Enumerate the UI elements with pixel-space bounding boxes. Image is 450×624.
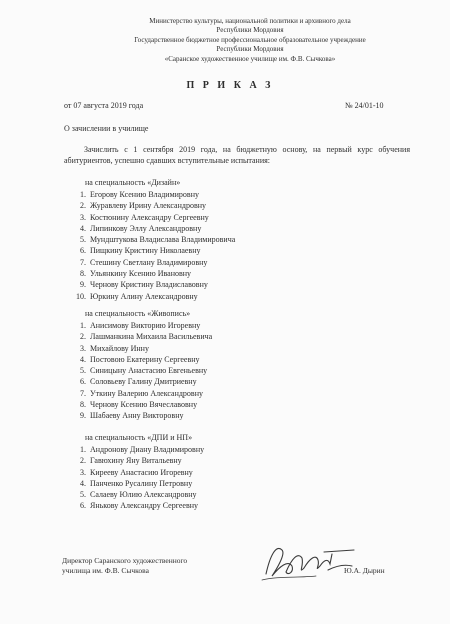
list-item: 1. Анисимову Викторию Игоревну: [80, 321, 201, 330]
order-number: № 24/01-10: [345, 101, 384, 110]
order-text: Зачислить с 1 сентября 2019 года, на бюджетную основу, на первый курс обучения абитуриентов, успешно сдавших вступительные испытания:: [64, 145, 410, 165]
list-item: 4. Постовою Екатерину Сергеевну: [80, 354, 200, 364]
student-list-dpi: [72, 444, 204, 512]
list-item: 5. Мундштукова Владислава Владимировича: [80, 235, 236, 245]
specialty-heading-painting: на специальность «Живопись»: [85, 309, 191, 318]
list-item: 7. Стешину Светлану Владимировну: [80, 257, 208, 267]
list-item: 6. Соловьеву Галину Дмитриевну: [80, 377, 197, 387]
list-item: 6. Пищкину Кристину Николаевну: [80, 246, 201, 256]
list-item: 8. Чернову Ксению Вячеславовну: [80, 400, 198, 410]
institution-region-line: Республики Мордовия: [216, 45, 284, 53]
list-item: 1. Егорову Ксению Владимировну: [80, 190, 199, 199]
student-list-design: [72, 189, 235, 302]
list-item: 8. Ульянкину Ксению Ивановну: [80, 269, 192, 279]
list-item: 4. Липинкову Эллу Александровну: [80, 223, 202, 233]
specialty-heading-dpi: на специальность «ДПИ и НП»: [85, 433, 193, 442]
order-title: П Р И К А З: [186, 80, 274, 91]
student-list-painting: [72, 320, 212, 422]
director-name: Ю.А. Дырин: [344, 566, 385, 575]
list-item: 3. Костюнину Александру Сергеевну: [80, 212, 209, 222]
list-item: 7. Уткину Валерию Александровну: [80, 388, 203, 398]
order-subject: О зачислении в училище: [64, 124, 149, 133]
ministry-line: Министерство культуры, национальной политики и архивного дела: [149, 17, 351, 25]
list-item: 9. Чернову Кристину Владиславовну: [80, 280, 208, 290]
list-item: 5. Салаеву Юлию Александровну: [80, 490, 197, 500]
director-position-line2: училища им. Ф.В. Сычкова: [62, 566, 149, 575]
institution-type-line: Государственное бюджетное профессиональное образовательное учреждение: [134, 36, 366, 44]
list-item: 1. Андронову Диану Владимировну: [80, 445, 205, 454]
list-item: 2. Журавлеву Ирину Александровну: [80, 201, 207, 211]
handwritten-signature: [258, 536, 358, 586]
ministry-region-line: Республики Мордовия: [216, 26, 284, 34]
list-item: 4. Панченко Русалину Петровну: [80, 478, 193, 488]
list-item: 10. Юркину Алину Александровну: [76, 291, 198, 301]
specialty-heading-design: на специальность «Дизайн»: [85, 178, 181, 187]
list-item: 5. Синицыну Анастасию Евгеньевну: [80, 366, 208, 376]
list-item: 9. Шабаеву Анну Викторовну: [80, 411, 184, 421]
institution-name-line: «Саранское художественное училище им. Ф.В. Сычкова»: [164, 55, 336, 63]
list-item: 2. Лашманкина Михаила Васильевича: [80, 332, 213, 342]
list-item: 3. Кирееву Анастасию Игоревну: [80, 467, 193, 477]
list-item: 2. Гавюхину Яну Витальевну: [80, 456, 182, 466]
list-item: 6. Янькову Александру Сергеевну: [80, 501, 199, 511]
director-position-line1: Директор Саранского художественного: [62, 556, 188, 565]
order-date: от 07 августа 2019 года: [64, 101, 144, 110]
list-item: 3. Михайлову Инну: [80, 343, 149, 353]
